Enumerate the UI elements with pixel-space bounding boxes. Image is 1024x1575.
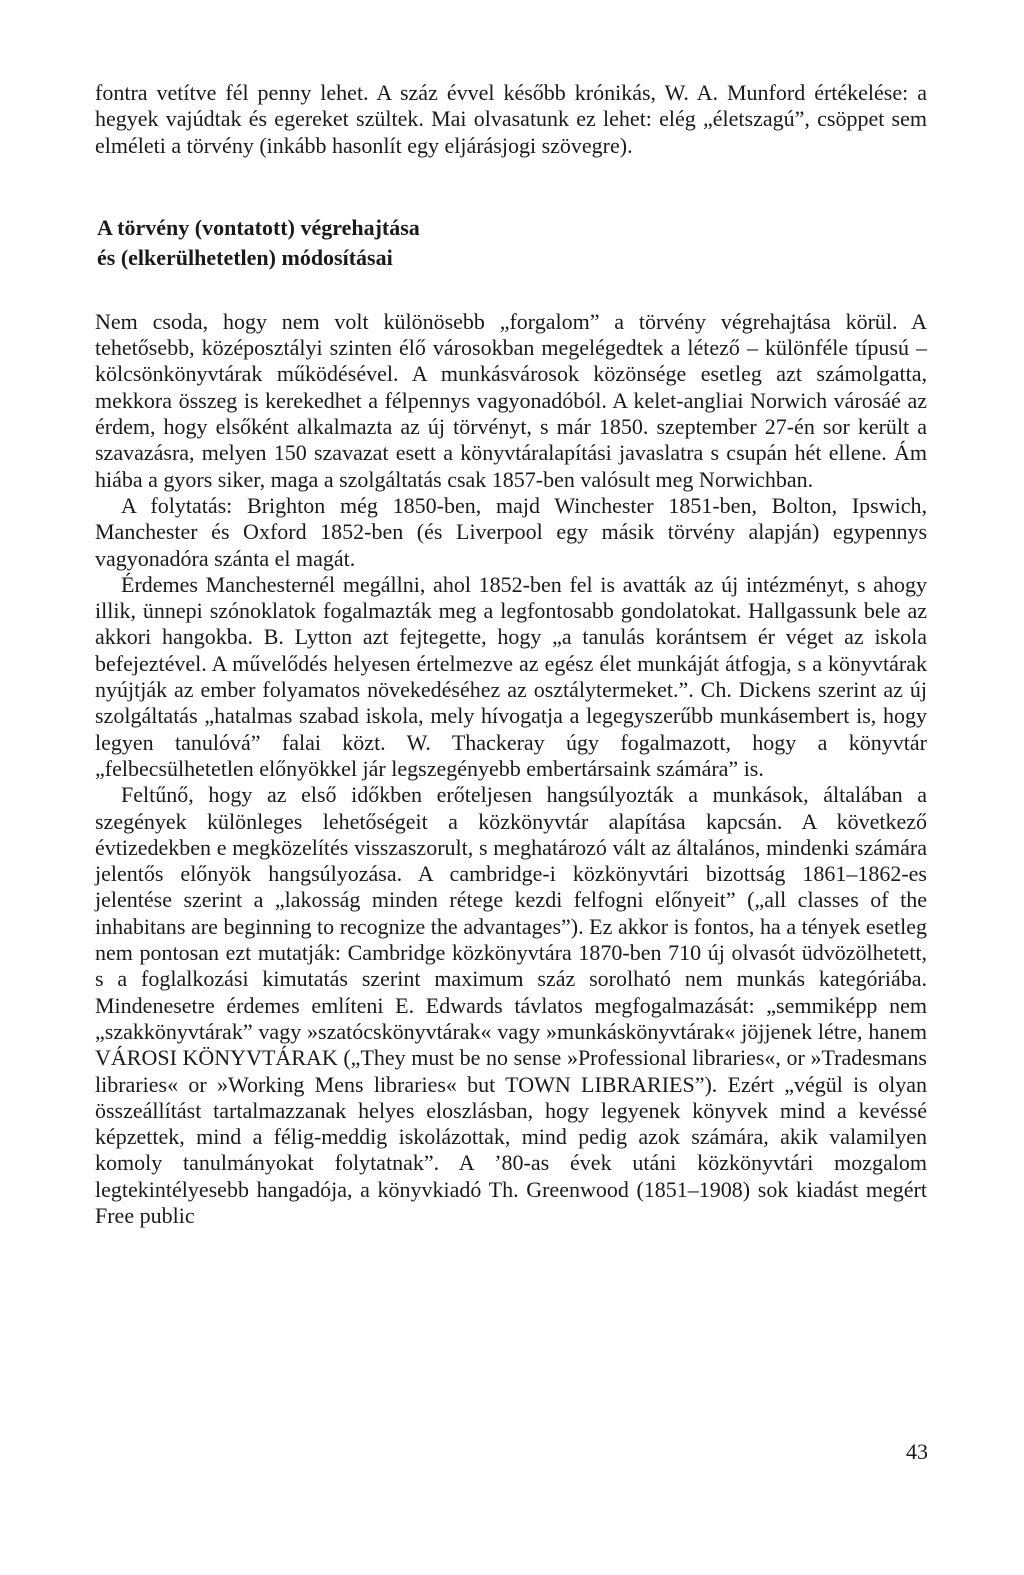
document-page [95,80,927,1229]
page-number: 43 [906,1439,928,1464]
section-heading-line-2: és (elkerülhetetlen) módosításai [97,244,393,270]
section-body [95,309,927,1229]
body-paragraph-2: A folytatás: Brighton még 1850-ben, majd Winchester 1851-ben, Bolton, Ipswich, Manchester és Oxford 1852-ben (és Liverpool egy másik törvény alapján) egypennys vagyonadóra szánta el magát. [95,492,927,571]
body-paragraph-1: Nem csoda, hogy nem volt különösebb „forgalom” a törvény végrehajtása körül. A tehetősebb, középosztályi szinten élő városokban megelégedtek a létező – különféle típusú – kölcsönkönyvtárak működésével. A munkásvárosok közönsége esetleg azt számolgatta, mekkora összeg is kerekedhet a félpennys vagyonadóból. A kelet-angliai Norwich városáé az érdem, hogy elsőként alkalmazta az új törvényt, s már 1850. szeptember 27-én sor került a szavazásra, melyen 150 szavazat esett a könyvtáralapítási javaslatra s csupán hét ellene. Ám hiába a gyors siker, maga a szolgáltatás csak 1857-ben valósult meg Norwichban. [95,308,927,492]
section-heading-line-1: A törvény (vontatott) végrehajtása [97,214,420,240]
body-paragraph-4: Feltűnő, hogy az első időkben erőteljesen hangsúlyozták a munkások, általában a szegények különleges lehetőségeit a közkönyvtár alapítása kapcsán. A következő évtizedekben e megközelítés visszaszorult, s meghatározó vált az általános, mindenki számára jelentős előnyök hangsúlyozása. A cambridge-i közkönyvtári bizottság 1861–1862-es jelentése szerint a „lakosság minden rétege kezdi felfogni előnyeit” („all classes of the inhabitans are beginning to recognize the advantages”). Ez akkor is fontos, ha a tények esetleg nem pontosan ezt mutatják: Cambridge közkönyvtára 1870-ben 710 új olvasót üdvözölhetett, s a foglalkozási kimutatás szerint maximum száz sorolható nem munkás kategóriába. Mindenesetre érdemes említeni E. Edwards távlatos megfogalmazását: „semmiképp nem „szakkönyvtárak” vagy »szatócskönyvtárak« vagy »munkáskönyvtárak« jöjjenek létre, hanem VÁROSI KÖNYVTÁRAK („They must be no sense »Professional libraries«, or »Tradesmans libraries« or »Working Mens libraries« but TOWN LIBRARIES”). Ezért „végül is olyan összeállítást tartalmazzanak helyes eloszlásban, hogy legyenek könyvek mind a kevéssé képzettek, mind a félig-meddig iskolázottak, mind pedig azok számára, akik valamilyen komoly tanulmányokat folytatnak”. A ’80-as évek utáni közkönyvtári mozgalom legtekintélyesebb hangadója, a könyvkiadó Th. Greenwood (1851–1908) sok kiadást megért Free public [95,782,927,1228]
section-heading [97,213,927,273]
body-paragraph-3: Érdemes Manchesternél megállni, ahol 1852-ben fel is avatták az új intézményt, s ahogy illik, ünnepi szónoklatok fogalmazták meg a legfontosabb gondolatokat. Hallgassunk bele az akkori hangokba. B. Lytton azt fejtegette, hogy „a tanulás korántsem ér véget az iskola befejeztével. A művelődés helyesen értelmezve az egész élet munkáját átfogja, s a könyvtárak nyújtják az ember folyamatos növekedéséhez az osztálytermeket.”. Ch. Dickens szerint az új szolgáltatás „hatalmas szabad iskola, mely hívogatja a legegyszerűbb munkásembert is, hogy legyen tanulóvá” falai közt. W. Thackeray úgy fogalmazott, hogy a könyvtár „felbecsülhetetlen előnyökkel jár legszegényebb embertársaink számára” is. [95,571,927,781]
intro-paragraph: fontra vetítve fél penny lehet. A száz évvel később krónikás, W. A. Munford értékelése: a hegyek vajúdtak és egereket szültek. Mai olvasatunk ez lehet: elég „életszagú”, csöppet sem elméleti a törvény (inkább hasonlít egy eljárásjogi szövegre). [95,80,927,158]
